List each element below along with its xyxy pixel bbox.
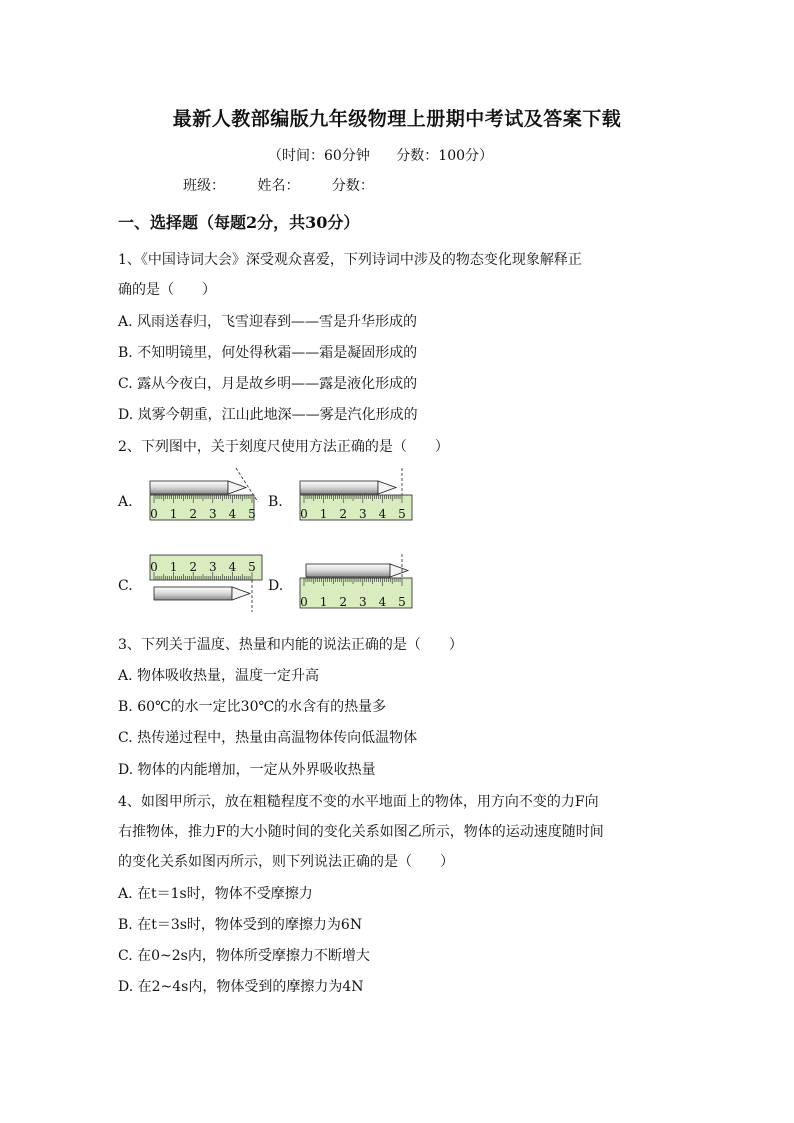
ruler-number: 3 — [358, 507, 367, 521]
q2-fig-label-c: C. — [118, 578, 133, 594]
student-fields — [183, 175, 402, 195]
ruler-number: 1 — [169, 507, 178, 521]
ruler-number: 2 — [189, 507, 198, 521]
q4-option-a: A. 在t＝1s时，物体不受摩擦力 — [118, 886, 313, 902]
ruler-number: 4 — [378, 507, 387, 521]
page-title: 最新人教部编版九年级物理上册期中考试及答案下载 — [172, 108, 622, 130]
ruler-figure-c — [148, 552, 266, 614]
pencil-body — [150, 481, 228, 494]
name-field-label: 姓名： — [257, 178, 300, 194]
pencil-tip — [378, 481, 396, 494]
ruler-number: 2 — [339, 507, 348, 521]
ruler-number: 3 — [358, 595, 367, 609]
ruler-number: 0 — [300, 507, 308, 521]
q1-stem-line2: 确的是（ ） — [118, 282, 216, 298]
section-heading: 一、选择题（每题2分，共30分） — [118, 213, 360, 232]
pencil-tip — [390, 564, 408, 577]
exam-info — [268, 145, 515, 165]
ruler-body — [300, 578, 412, 608]
ruler-body — [300, 495, 412, 520]
pencil-body — [306, 564, 390, 577]
ruler-number: 4 — [378, 595, 387, 609]
ruler-body — [150, 555, 262, 580]
ruler-number: 5 — [398, 595, 406, 609]
time-limit: （时间：60分钟 — [268, 148, 370, 164]
ruler-number: 2 — [339, 595, 348, 609]
q3-option-d: D. 物体的内能增加，一定从外界吸收热量 — [118, 762, 376, 778]
q4-option-d: D. 在2~4s内，物体受到的摩擦力为4N — [118, 979, 364, 995]
q4-stem-line3: 的变化关系如图丙所示，则下列说法正确的是（ ） — [118, 854, 454, 870]
ruler-number: 4 — [228, 507, 237, 521]
q1-option-d: D. 岚雾今朝重，江山此地深——雾是汽化形成的 — [118, 407, 418, 423]
ruler-number: 1 — [319, 507, 328, 521]
q3-option-b: B. 60℃的水一定比30℃的水含有的热量多 — [118, 699, 387, 715]
ruler-number: 0 — [150, 560, 158, 574]
q3-option-a: A. 物体吸收热量，温度一定升高 — [118, 668, 320, 684]
q4-stem-line1: 4、如图甲所示，放在粗糙程度不变的水平地面上的物体，用方向不变的力F向 — [118, 794, 599, 810]
total-score: 分数：100分） — [396, 148, 494, 164]
ruler-figure-a — [148, 466, 266, 528]
pencil-tip — [228, 481, 246, 494]
q3-option-c: C. 热传递过程中，热量由高温物体传向低温物体 — [118, 730, 418, 746]
q1-option-a: A. 风雨送春归，飞雪迎春到——雪是升华形成的 — [118, 314, 418, 330]
q2-fig-label-a: A. — [118, 494, 133, 510]
ruler-figure-d — [298, 552, 416, 614]
ruler-number: 3 — [208, 507, 217, 521]
q4-option-c: C. 在0~2s内，物体所受摩擦力不断增大 — [118, 948, 370, 964]
pencil-body — [300, 481, 378, 494]
q4-stem-line2: 右推物体，推力F的大小随时间的变化关系如图乙所示，物体的运动速度随时间 — [118, 824, 604, 840]
pencil-body — [154, 587, 232, 600]
score-field-label: 分数： — [331, 178, 374, 194]
q3-stem: 3、下列关于温度、热量和内能的说法正确的是（ ） — [118, 637, 463, 653]
ruler-number: 5 — [248, 560, 256, 574]
ruler-number: 2 — [189, 560, 198, 574]
q4-option-b: B. 在t＝3s时，物体受到的摩擦力为6N — [118, 917, 363, 933]
ruler-number: 5 — [248, 507, 256, 521]
ruler-number: 5 — [398, 507, 406, 521]
q1-option-c: C. 露从今夜白，月是故乡明——露是液化形成的 — [118, 376, 418, 392]
class-field-label: 班级： — [183, 178, 225, 194]
q2-fig-label-d: D. — [268, 578, 284, 594]
ruler-number: 0 — [150, 507, 158, 521]
q1-option-b: B. 不知明镜里，何处得秋霜——霜是凝固形成的 — [118, 345, 418, 361]
q2-stem: 2、下列图中，关于刻度尺使用方法正确的是（ ） — [118, 439, 449, 455]
ruler-number: 4 — [228, 560, 237, 574]
ruler-number: 1 — [169, 560, 178, 574]
ruler-number: 3 — [208, 560, 217, 574]
q2-fig-label-b: B. — [268, 494, 283, 510]
q1-stem-line1: 1、《中国诗词大会》深受观众喜爱，下列诗词中涉及的物态变化现象解释正 — [118, 252, 582, 268]
pencil-tip — [232, 587, 250, 600]
ruler-number: 1 — [319, 595, 328, 609]
ruler-figure-b — [298, 466, 416, 528]
ruler-number: 0 — [300, 595, 308, 609]
